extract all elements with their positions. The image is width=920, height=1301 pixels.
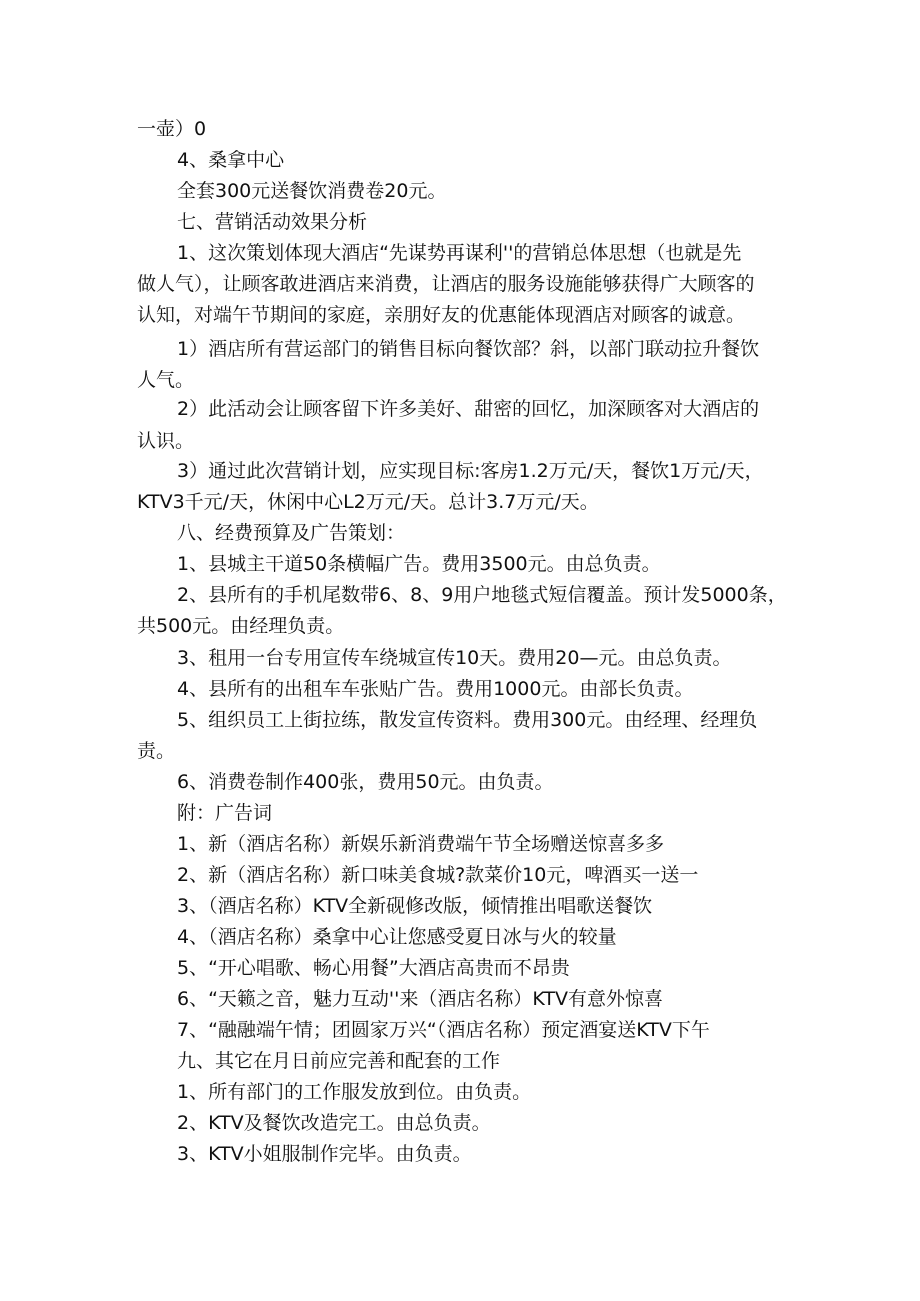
text-line: 4、县所有的出租车车张贴广告。费用1000元。由部长负责。 — [177, 678, 694, 700]
text-line: 3、（酒店名称）KTV全新砚修改版，倾情推出唱歌送餐饮 — [177, 895, 653, 917]
text-line: 1、所有部门的工作服发放到位。由负责。 — [177, 1081, 532, 1103]
text-line: 3、租用一台专用宣传车绕城宣传10天。费用20—元。由总负责。 — [177, 647, 732, 669]
text-line: 4、桑拿中心 — [177, 149, 285, 171]
text-line: 1、这次策划体现大酒店“先谋势再谋利''的营销总体思想（也就是先 — [177, 242, 742, 264]
text-line: 认知，对端午节期间的家庭，亲朋好友的优惠能体现酒店对顾客的诚意。 — [137, 304, 746, 326]
text-line: 1）酒店所有营运部门的销售目标向餐饮部？斜，以部门联动拉升餐饮 — [177, 338, 760, 360]
text-line: 共500元。由经理负责。 — [137, 615, 345, 637]
section-heading: 附：广告词 — [177, 802, 273, 824]
text-line: 6、消费卷制作400张，费用50元。由负责。 — [177, 771, 554, 793]
text-line: 5、组织员工上街拉练，散发宣传资料。费用300元。由经理、经理负 — [177, 709, 758, 731]
text-line: 4、（酒店名称）桑拿中心让您感受夏日冰与火的较量 — [177, 926, 617, 948]
text-line: 1、县城主干道50条横幅广告。费用3500元。由总负责。 — [177, 553, 661, 575]
text-line: 2、KTV及餐饮改造完工。由总负责。 — [177, 1112, 491, 1134]
section-heading: 八、经费预算及广告策划： — [177, 522, 406, 544]
text-line: 5、“开心唱歌、畅心用餐”大酒店高贵而不昂贵 — [177, 957, 570, 979]
text-line: 人气。 — [137, 369, 195, 391]
text-line: 做人气），让顾客敢进酒店来消费，让酒店的服务设施能够获得广大顾客的 — [137, 273, 755, 295]
text-line: 7、“融融端午情；团圆家万兴“（酒店名称）预定酒宴送KTV下午 — [177, 1019, 710, 1041]
text-line: 认识。 — [137, 430, 195, 452]
text-line: 2、新（酒店名称）新口味美食城?款菜价10元，啤酒买一送一 — [177, 864, 699, 886]
text-line: 2、县所有的手机尾数带6、8、9用户地毯式短信覆盖。预计发5000条， — [177, 584, 787, 606]
text-line: 一壶）0 — [137, 118, 207, 140]
text-line: 全套300元送餐饮消费卷20元。 — [177, 180, 447, 202]
text-line: 3、KTV小姐服制作完毕。由负责。 — [177, 1143, 472, 1165]
text-line: 6、“天籁之音，魅力互动''来（酒店名称）KTV有意外惊喜 — [177, 988, 663, 1010]
section-heading: 七、营销活动效果分析 — [177, 211, 368, 233]
text-line: 责。 — [137, 740, 176, 762]
text-line: 2）此活动会让顾客留下许多美好、甜密的回忆，加深顾客对大酒店的 — [177, 398, 760, 420]
text-line: 1、新（酒店名称）新娱乐新消费端午节全场赠送惊喜多多 — [177, 833, 665, 855]
text-line: 3）通过此次营销计划，应实现目标:客房1.2万元/天，餐饮1万元/天， — [177, 460, 764, 482]
text-line: KTV3千元/天，休闲中心L2万元/天。总计3.7万元/天。 — [137, 491, 599, 513]
section-heading: 九、其它在月日前应完善和配套的工作 — [177, 1050, 501, 1072]
